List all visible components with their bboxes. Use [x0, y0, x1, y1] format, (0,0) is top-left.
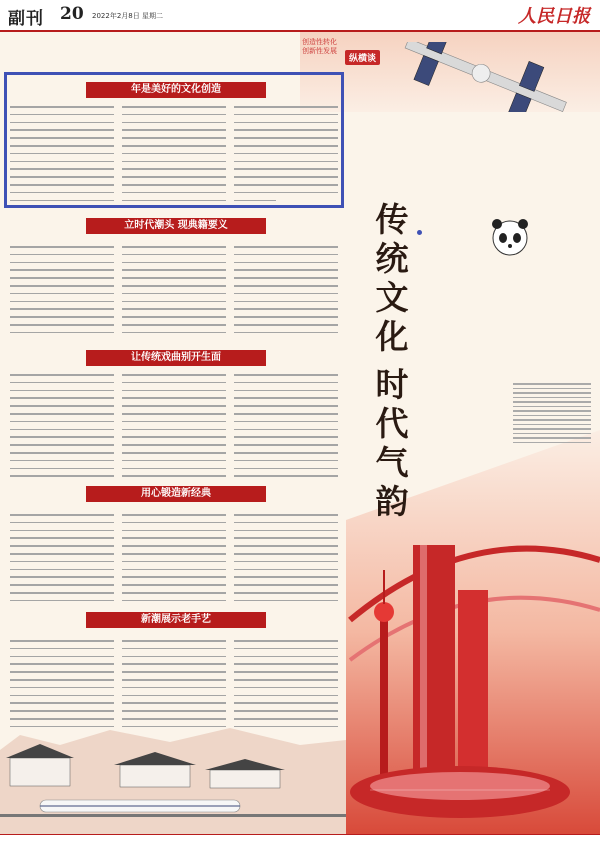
page-number: 20: [60, 4, 84, 24]
slogan-line-1: 创造性转化: [302, 38, 337, 46]
article-body: [122, 638, 226, 734]
article-body: [122, 244, 226, 339]
newspaper-logo: 人民日报: [518, 6, 590, 27]
article-body: [122, 372, 226, 480]
panda-mascot: [492, 219, 528, 255]
article-body: [234, 372, 338, 480]
feature-title-char: 传: [375, 200, 409, 239]
article-title: 让传统戏曲别开生面: [86, 350, 266, 366]
slogan-line-2: 创新性发展: [302, 47, 337, 55]
feature-title-char: 时: [375, 365, 409, 404]
article-body: [234, 244, 338, 339]
footer-strip: [0, 834, 600, 849]
date-line: 2022年2月8日 星期二: [92, 12, 163, 20]
article-title: 年是美好的文化创造: [86, 82, 266, 98]
article-body: [234, 512, 338, 608]
feature-title-char: 文: [375, 278, 409, 317]
feature-title-left-column: [372, 200, 412, 356]
marker-dot: [417, 230, 422, 235]
article-title: 立时代潮头 现典籍要义: [86, 218, 266, 234]
article-body: [10, 244, 114, 339]
feature-title-char: 气: [375, 443, 409, 482]
article-title: 新潮展示老手艺: [86, 612, 266, 628]
article-body: [234, 638, 338, 734]
article-body: [122, 512, 226, 608]
feature-title-char: 代: [375, 404, 409, 443]
feature-title-char: 统: [375, 239, 409, 278]
column-badge: 纵横谈: [345, 50, 380, 65]
article-body: [10, 512, 114, 608]
article-title: 用心锻造新经典: [86, 486, 266, 502]
sidebar-poem: [513, 380, 591, 443]
section-name: 副刊: [8, 9, 44, 29]
feature-title-char: 韵: [375, 482, 409, 521]
article-body: [10, 372, 114, 480]
selection-highlight: [4, 72, 344, 208]
feature-title-char: 化: [375, 317, 409, 356]
article-body: [10, 638, 114, 734]
feature-title-right-column: [372, 365, 412, 521]
